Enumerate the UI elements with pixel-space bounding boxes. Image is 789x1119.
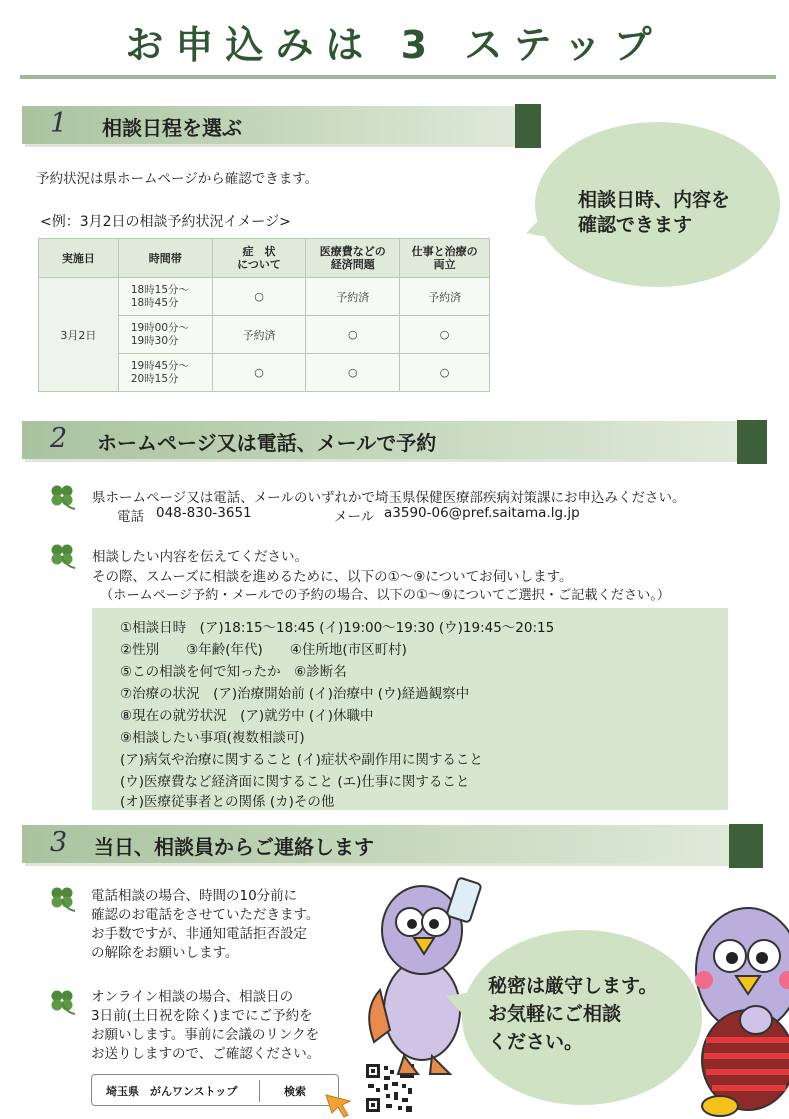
- table-cell: ○: [212, 354, 306, 392]
- list-item: ⑧現在の就労状況 (ア)就労中 (イ)休職中: [120, 708, 374, 724]
- step1-title: 相談日程を選ぶ: [102, 116, 242, 140]
- table-cell: 予約済: [212, 316, 306, 354]
- page-title: お申込みは 3 ステップ: [125, 23, 664, 67]
- table-header: 実施日: [39, 239, 119, 278]
- table-header: 症 状 について: [212, 239, 306, 278]
- title-divider: [20, 75, 776, 79]
- step3-title: 当日、相談員からご連絡します: [94, 835, 374, 859]
- speech-bubble-2-text: 秘密は厳守します。 お気軽にご相談 ください。: [488, 975, 658, 1053]
- table-header: 仕事と治療の 両立: [400, 239, 490, 278]
- step3-number: 3: [50, 827, 68, 858]
- table-header: 時間帯: [118, 239, 212, 278]
- search-button[interactable]: 検索: [284, 1085, 306, 1098]
- schedule-table: [38, 238, 490, 392]
- cursor-arrow-icon: [322, 1091, 354, 1119]
- search-divider: [259, 1080, 260, 1102]
- list-item: (ア)病気や治療に関すること (イ)症状や副作用に関すること: [120, 752, 483, 768]
- table-cell: ○: [212, 278, 306, 316]
- step2-number: 2: [50, 423, 68, 454]
- mail-label: メール: [334, 509, 375, 525]
- mail-address: a3590-06@pref.saitama.lg.jp: [384, 505, 580, 521]
- table-cell-date: 3月2日: [39, 278, 119, 392]
- table-header-row: [39, 239, 490, 278]
- table-cell: 予約済: [400, 278, 490, 316]
- step2-title: ホームページ又は電話、メールで予約: [97, 431, 437, 455]
- list-item: (ウ)医療費など経済面に関すること (エ)仕事に関すること: [120, 774, 470, 790]
- list-item: ②性別 ③年齢(年代) ④住所地(市区町村): [120, 642, 407, 658]
- table-cell: ○: [400, 316, 490, 354]
- table-row: [39, 278, 490, 316]
- step2-text-1: 県ホームページ又は電話、メールのいずれかで埼玉県保健医療部疾病対策課にお申込みください。: [92, 490, 686, 506]
- step2-text-2b: その際、スムーズに相談を進めるために、以下の①～⑨についてお伺いします。: [92, 569, 573, 585]
- step3-text-1: 電話相談の場合、時間の10分前に 確認のお電話をさせていただきます。 お手数ですが、非通知電話拒否設定 の解除をお願いします。: [91, 888, 320, 961]
- step3-text-2: オンライン相談の場合、相談日の 3日前(土日祝を除く)までにご予約を お願いします。事前に会議のリンクを お送りしますので、ご確認ください。: [91, 989, 321, 1062]
- phone-label: 電話: [117, 509, 144, 525]
- clover-icon: [47, 542, 77, 570]
- step1-header: [22, 106, 515, 144]
- clover-icon: [47, 885, 77, 913]
- table-cell: ○: [400, 354, 490, 392]
- step2-text-2a: 相談したい内容を伝えてください。: [92, 549, 308, 565]
- step2-header: [22, 421, 737, 459]
- list-item: ①相談日時 (ア)18:15～18:45 (イ)19:00～19:30 (ウ)19:45～20:15: [120, 620, 555, 636]
- list-item: (オ)医療従事者との関係 (カ)その他: [120, 794, 335, 810]
- search-query: 埼玉県 がんワンストップ: [106, 1085, 238, 1098]
- step1-header-end: [515, 104, 541, 148]
- clover-icon: [47, 988, 77, 1016]
- table-cell: 予約済: [306, 278, 400, 316]
- example-caption: <例：3月2日の相談予約状況イメージ>: [40, 214, 291, 230]
- step3-header: [22, 825, 729, 863]
- mascot-peeking: [676, 880, 789, 1119]
- table-cell: ○: [306, 316, 400, 354]
- search-box[interactable]: [91, 1074, 339, 1106]
- table-cell-time: 19時45分～ 20時15分: [118, 354, 212, 392]
- table-cell-time: 18時15分～ 18時45分: [118, 278, 212, 316]
- phone-number: 048-830-3651: [156, 505, 252, 521]
- step2-header-end: [737, 420, 767, 464]
- step2-text-2c: （ホームページ予約・メールでの予約の場合、以下の①～⑨についてご選択・ご記載ください。）: [100, 588, 671, 603]
- inquiry-items-box: [92, 608, 728, 810]
- table-cell-time: 19時00分～ 19時30分: [118, 316, 212, 354]
- step1-text: 予約状況は県ホームページから確認できます。: [36, 171, 319, 187]
- table-header: 医療費などの 経済問題: [306, 239, 400, 278]
- clover-icon: [47, 483, 77, 511]
- list-item: ⑦治療の状況 (ア)治療開始前 (イ)治療中 (ウ)経過観察中: [120, 686, 470, 702]
- speech-bubble-1-text: 相談日時、内容を 確認できます: [578, 189, 731, 236]
- list-item: ⑨相談したい事項(複数相談可): [120, 730, 305, 746]
- list-item: ⑤この相談を何で知ったか ⑥診断名: [120, 664, 347, 680]
- step1-number: 1: [50, 108, 68, 139]
- table-cell: ○: [306, 354, 400, 392]
- step3-header-end: [729, 824, 763, 868]
